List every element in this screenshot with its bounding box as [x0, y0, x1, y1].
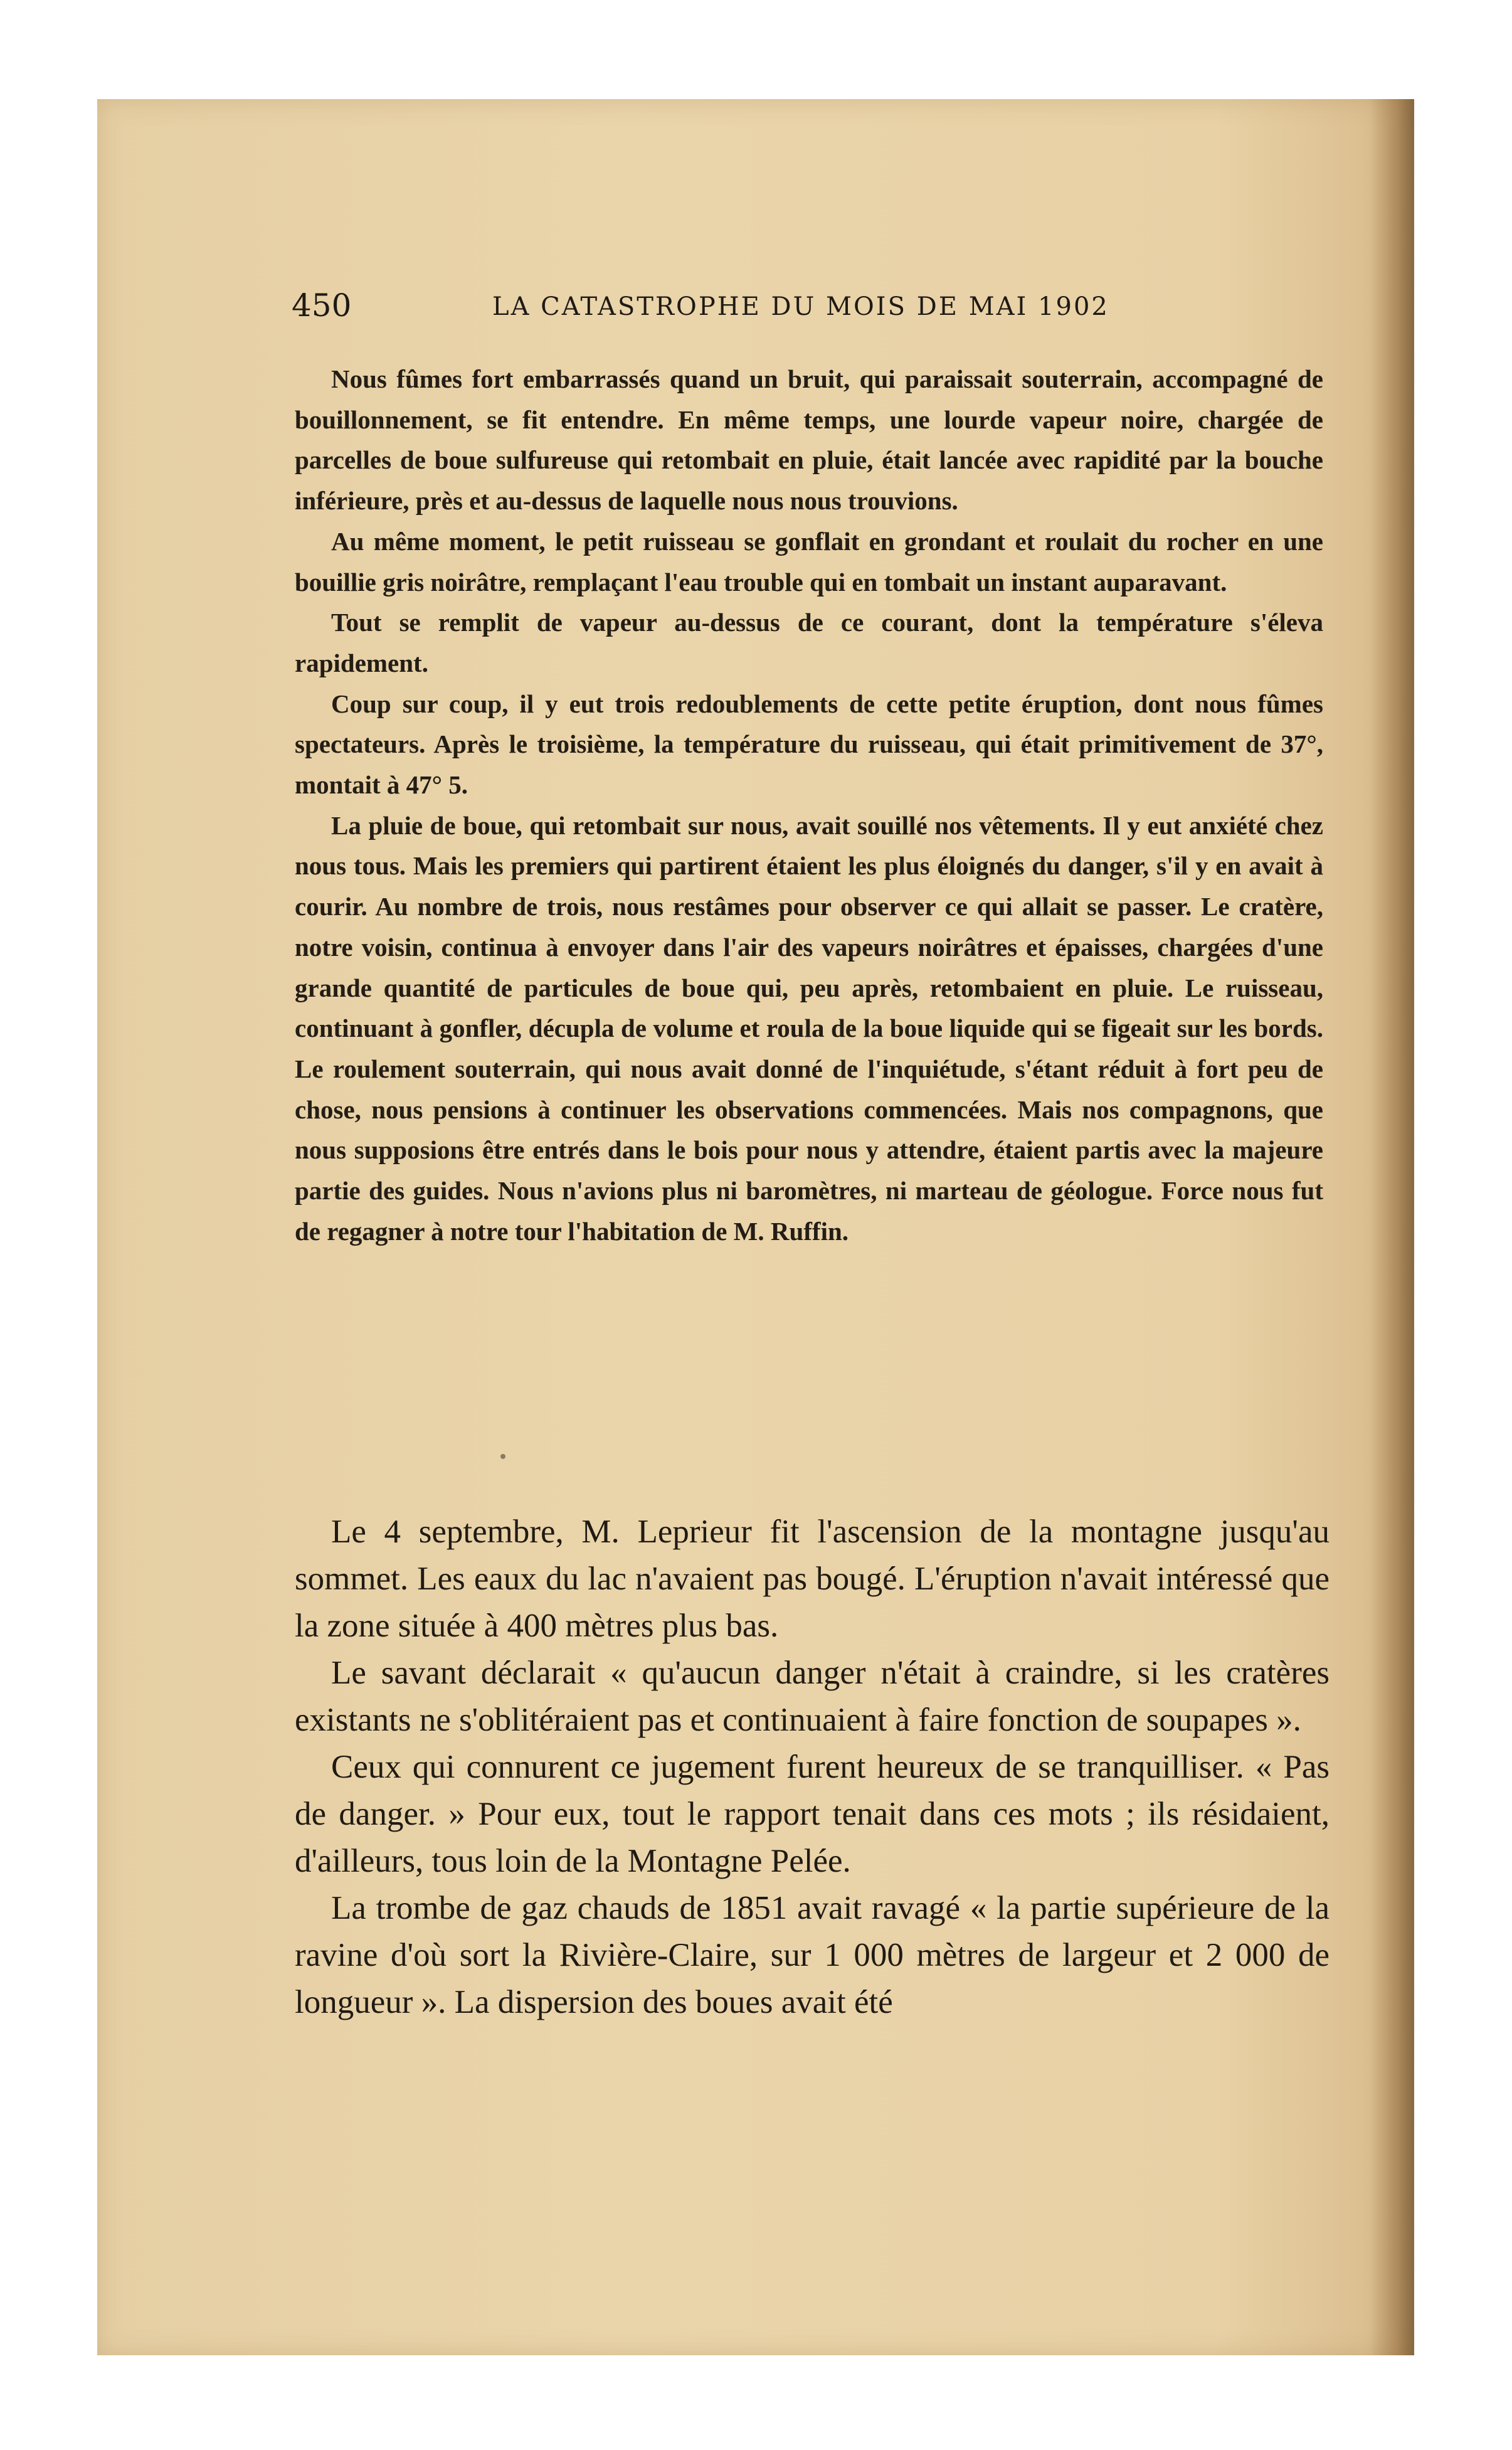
body-paragraph: Le savant déclarait « qu'aucun danger n'était à craindre, si les cratères existants ne s'oblitéraient pas et continuaient à faire fonction de soupapes ».: [295, 1655, 1330, 1738]
body-paragraph: Le 4 septembre, M. Leprieur fit l'ascension de la montagne jusqu'au sommet. Les eaux du lac n'avaient pas bougé. L'éruption n'avait intéressé que la zone située à 400 mètres plus bas.: [295, 1514, 1330, 1644]
body-paragraph: La trombe de gaz chauds de 1851 avait ravagé « la partie supérieure de la ravine d'où sort la Rivière-Claire, sur 1 000 mètres de largeur et 2 000 de longueur ». La dispersion des boues avait été: [295, 1890, 1330, 2020]
running-title: LA CATASTROPHE DU MOIS DE MAI 1902: [492, 292, 1109, 321]
quoted-paragraph: Tout se remplit de vapeur au-dessus de ce courant, dont la température s'éleva rapidement.: [295, 608, 1323, 677]
ink-speck: [500, 1454, 505, 1459]
quoted-paragraph: Au même moment, le petit ruisseau se gonflait en grondant et roulait du rocher en une bouillie gris noirâtre, remplaçant l'eau trouble qui en tombait un instant auparavant.: [295, 526, 1323, 597]
quoted-paragraph: Coup sur coup, il y eut trois redoublements de cette petite éruption, dont nous fûmes spectateurs. Après le troisième, la température du ruisseau, qui était primitivement de 37°, montait à 47° 5.: [295, 689, 1323, 800]
page-number: 450: [292, 287, 352, 324]
quoted-report: [295, 359, 1323, 1251]
quoted-paragraph: Nous fûmes fort embarrassés quand un bruit, qui paraissait souterrain, accompagné de bouillonnement, se fit entendre. En même temps, une lourde vapeur noire, chargée de parcelles de boue sulfureuse qui retombait en pluie, était lancée avec rapidité par la bouche inférieure, près et au-dessus de laquelle nous nous trouvions.: [295, 364, 1323, 516]
quoted-paragraph: La pluie de boue, qui retombait sur nous, avait souillé nos vêtements. Il y eut anxiété chez nous tous. Mais les premiers qui partirent étaient les plus éloignés du danger, s'il y en avait à courir. Au nombre de trois, nous restâmes pour observer ce qui allait se passer. Le cratère, notre voisin, continua à envoyer dans l'air des vapeurs noirâtres et épaisses, chargées d'une grande quantité de particules de boue qui, peu après, retombaient en pluie. Le ruisseau, continuant à gonfler, décupla de volume et roula de la boue liquide qui se figeait sur les bords. Le roulement souterrain, qui nous avait donné de l'inquiétude, s'étant réduit à fort peu de chose, nous pensions à continuer les observations commencées. Mais nos compagnons, que nous supposions être entrés dans le bois pour nous y attendre, étaient partis avec la majeure partie des guides. Nous n'avions plus ni baromètres, ni marteau de géologue. Force nous fut de regagner à notre tour l'habitation de M. Ruffin.: [295, 810, 1323, 1246]
body-paragraph: Ceux qui connurent ce jugement furent heureux de se tranquilliser. « Pas de danger. » Pour eux, tout le rapport tenait dans ces mots ; ils résidaient, d'ailleurs, tous loin de la Montagne Pelée.: [295, 1749, 1330, 1879]
page-header: [292, 287, 1326, 331]
body-text: [295, 1509, 1330, 2026]
book-spine-shadow: [1370, 99, 1414, 2355]
